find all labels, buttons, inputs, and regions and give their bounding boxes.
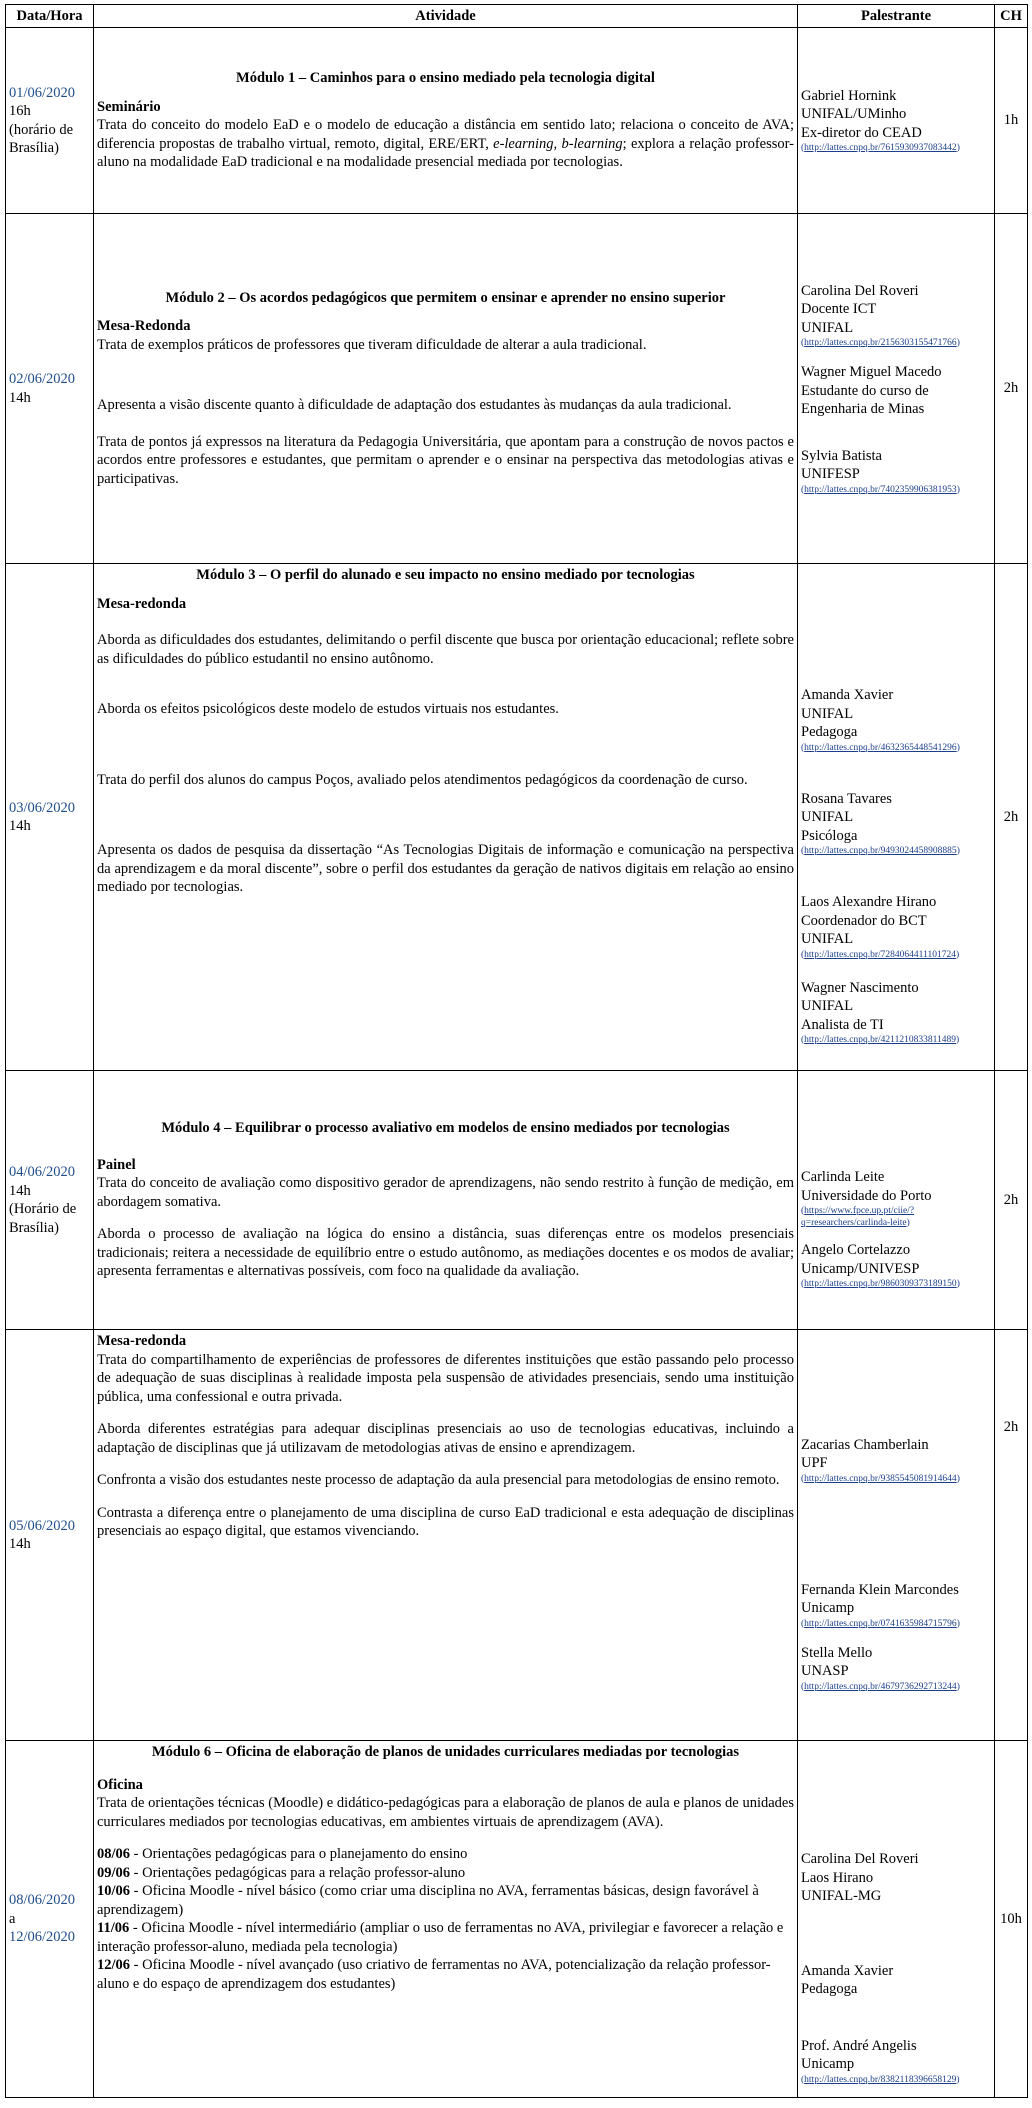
speaker-name: Sylvia Batista [801,447,882,464]
module-5-activity-cell [94,1330,798,1741]
speaker-institution: Unicamp/UNIVESP [801,1260,920,1277]
speaker-lattes-link[interactable]: (http://lattes.cnpq.br/4632365448541296) [801,742,960,753]
module-6-day-item: 08/06 - Orientações pedagógicas para o planejamento do ensino [97,1846,468,1862]
module-6-day-item: 09/06 - Orientações pedagógicas para a relação professor-aluno [97,1864,466,1881]
module-3-paragraph-2: Aborda os efeitos psicológicos deste modelo de estudos virtuais nos estudantes. [97,701,559,717]
speaker-lattes-link[interactable]: (http://lattes.cnpq.br/4211210833811489) [801,1035,960,1045]
module-1-title: Módulo 1 – Caminhos para o ensino mediado pela tecnologia digital [236,70,655,87]
speaker-institution: UNIFAL-MG [801,1888,882,1905]
module-4-time-note: (Horário de Brasília) [9,1201,77,1236]
module-1-ch: 1h [995,28,1028,214]
speaker-name: Wagner Nascimento [801,979,919,996]
speaker-institution: UNIFAL [801,809,854,825]
speaker-name: Prof. André Angelis [801,2037,917,2054]
module-1-date: 01/06/2020 [9,84,76,101]
header-row [6,5,1028,28]
speaker-name: Carlinda Leite [801,1169,885,1185]
module-5-paragraph-3: Confronta a visão dos estudantes neste processo de adaptação da aula presencial para metodologias de ensino remoto. [97,1472,780,1488]
module-3-date-cell [6,564,94,1071]
module-4-paragraph-1: Trata do conceito de avaliação como dispositivo gerador de aprendizagens, não sendo restrito à função de medição, em abordagem somativa. [97,1175,794,1210]
speaker-name: Angelo Cortelazzo [801,1242,911,1258]
speaker-institution: Universidade do Porto [801,1187,932,1204]
speaker-lattes-link[interactable]: (http://lattes.cnpq.br/9860309373189150) [801,1279,960,1289]
speaker-role: Coordenador do BCT [801,912,927,929]
module-6-date-separator: a [9,1910,16,1927]
module-6-paragraph-1: Trata de orientações técnicas (Moodle) e didático-pedagógicas para a elaboração de planos de aula e planos de unidades curriculares mediados por tecnologias educativas, em ambientes virtuais de aprendizagem (AVA). [97,1795,794,1830]
speaker-institution: Unicamp [801,2056,855,2073]
header-ch: CH [995,5,1028,28]
speaker-role: Pedagoga [801,724,858,740]
module-6-title: Módulo 6 – Oficina de elaboração de planos de unidades curriculares mediadas por tecnologias [151,1744,740,1760]
speaker-name: Stella Mello [801,1644,873,1661]
module-4-time: 14h [9,1182,31,1199]
speaker-lattes-link[interactable]: (http://lattes.cnpq.br/7284064411101724) [801,949,960,960]
module-2-paragraph-2: Apresenta a visão discente quanto à dificuldade de adaptação dos estudantes às mudanças da aula tradicional. [97,397,732,414]
speaker-name: Amanda Xavier [801,687,894,703]
module-5-date-cell [6,1330,94,1741]
speaker-role: Psicóloga [801,827,858,844]
speaker-lattes-link[interactable]: (http://lattes.cnpq.br/8382118396658129) [801,2074,960,2085]
module-6-activity-cell [94,1741,798,2098]
module-1-time: 16h [9,103,31,119]
module-2-activity-cell [94,214,798,564]
module-4-date: 04/06/2020 [9,1164,76,1180]
module-3-time: 14h [9,818,31,834]
module-5-time: 14h [9,1536,31,1552]
module-3-ch: 2h [995,564,1028,1071]
module-6-day-item: 10/06 - Oficina Moodle - nível básico (como criar uma disciplina no AVA, ferramentas básicas, design favorável à aprendizagem) [97,1883,759,1918]
speaker-name: Laos Hirano [801,1869,874,1886]
module-2-speaker-cell [798,214,995,564]
speaker-institution: UNASP [801,1663,849,1679]
module-2-paragraph-1: Trata de exemplos práticos de professores que tiveram dificuldade de alterar a aula tradicional. [97,336,647,353]
module-6-day-item: 12/06 - Oficina Moodle - nível avançado (uso criativo de ferramentas no AVA, potencialização da relação professor-aluno e do espaço de aprendizagem dos estudantes) [97,1957,771,1992]
header-activity: Atividade [94,5,798,28]
module-6-day-item: 11/06 - Oficina Moodle - nível intermediário (ampliar o uso de ferramentas no AVA, privilegiar e favorecer a relação e interação professor-aluno, mediada pela tecnologia) [97,1920,784,1955]
speaker-lattes-link[interactable]: (http://lattes.cnpq.br/9385545081914644) [801,1473,960,1484]
module-1-kind: Seminário [97,98,161,115]
speaker-institution: UNIFAL/UMinho [801,106,907,123]
module-4-activity-cell [94,1071,798,1330]
schedule-table [5,4,1028,2098]
module-2-date-cell [6,214,94,564]
module-5-speaker-cell [798,1330,995,1741]
header-date: Data/Hora [6,5,94,28]
module-2-title: Módulo 2 – Os acordos pedagógicos que permitem o ensinar e aprender no ensino superior [165,289,726,306]
speaker-profile-link[interactable]: (https://www.fpce.up.pt/ciie/?q=researchers/carlinda-leite) [801,1206,915,1228]
module-2-time: 14h [9,389,31,406]
module-6-kind: Oficina [97,1776,143,1793]
module-6-speaker-cell [798,1741,995,2098]
speaker-role: Docente ICT [801,301,877,317]
module-1-date-cell [6,28,94,214]
module-1-row [6,28,1028,214]
module-3-paragraph-4: Apresenta os dados de pesquisa da dissertação “As Tecnologias Digitais de informação e comunicação na perspectiva da aprendizagem e da moral discente”, sobre o perfil dos estudantes da geração de nativos digitais em relação ao ensino mediado por tecnologias. [97,842,794,895]
header-speaker: Palestrante [798,5,995,28]
module-4-paragraph-2: Aborda o processo de avaliação na lógica do ensino a distância, suas diferenças entre os modelos presenciais tradicionais; reitera a necessidade de equilíbrio entre o estudo autônomo, as mediações docentes e os modos de avaliar; apresenta ferramentas e alternativas possíveis, com foco na qualidade da avaliação. [97,1226,794,1280]
module-5-paragraph-1: Trata do compartilhamento de experiências de professores de diferentes instituições que estão passando pelo processo de adequação de suas disciplinas à realidade imposta pela suspensão de atividades presenciais, sendo uma instituição pública, uma confessional e outra privada. [97,1351,794,1405]
module-6-row [6,1741,1028,2098]
speaker-role: Ex-diretor do CEAD [801,124,922,141]
module-4-ch: 2h [995,1071,1028,1330]
module-3-paragraph-1: Aborda as dificuldades dos estudantes, delimitando o perfil discente que busca por orientação educacional; reflete sobre as dificuldades do público estudantil no ensino autônomo. [97,632,794,667]
speaker-name: Carolina Del Roveri [801,282,919,299]
module-5-paragraph-2: Aborda diferentes estratégias para adequar disciplinas presenciais ao uso de tecnologias educativas, incluindo a adaptação de disciplinas que já utilizavam de metodologias ativas de ensino e aprendizagem. [97,1421,794,1456]
speaker-institution: UNIFAL [801,998,854,1014]
module-6-ch: 10h [995,1741,1028,2098]
module-5-date: 05/06/2020 [9,1517,76,1534]
speaker-lattes-link[interactable]: (http://lattes.cnpq.br/7615930937083442) [801,143,960,154]
module-5-paragraph-4: Contrasta a diferença entre o planejamento de uma disciplina de curso EaD tradicional e esta adequação de disciplinas presenciais ao espaço digital, que estamos vivenciando. [97,1504,794,1539]
speaker-lattes-link[interactable]: (http://lattes.cnpq.br/2156303155471766) [801,338,960,348]
module-2-date: 02/06/2020 [9,371,76,387]
speaker-name: Rosana Tavares [801,790,892,807]
speaker-lattes-link[interactable]: (http://lattes.cnpq.br/7402359906381953) [801,484,960,495]
speaker-lattes-link[interactable]: (http://lattes.cnpq.br/4679736292713244) [801,1681,960,1692]
speaker-name: Carolina Del Roveri [801,1851,919,1868]
module-3-date: 03/06/2020 [9,799,76,816]
module-5-row [6,1330,1028,1741]
module-4-date-cell [6,1071,94,1330]
module-2-paragraph-3: Trata de pontos já expressos na literatura da Pedagogia Universitária, que apontam para a construção de novos pactos e acordos entre professores e estudantes, que permitam o aprender e o ensinar na perspectiva das metodologias ativas e participativas. [97,433,794,487]
speaker-name: Wagner Miguel Macedo [801,364,942,380]
speaker-lattes-link[interactable]: (http://lattes.cnpq.br/0741635984715796) [801,1618,960,1629]
module-3-title: Módulo 3 – O perfil do alunado e seu impacto no ensino mediado por tecnologias [196,567,695,583]
module-1-description: Trata do conceito do modelo EaD e o modelo de educação a distância em sentido lato; relaciona o conceito de AVA; diferencia propostas de trabalho virtual, remoto, digital, ERE/ERT, e-learning, b-learning; explora a relação professor-aluno na modalidade EaD tradicional e na modalidade presencial mediada por tecnologias. [97,117,794,171]
module-4-title: Módulo 4 – Equilibrar o processo avaliativo em modelos de ensino mediados por tecnologias [161,1120,730,1137]
module-3-row [6,564,1028,1071]
speaker-role: Estudante do curso de [801,382,929,399]
module-5-ch: 2h [995,1330,1028,1741]
speaker-lattes-link[interactable]: (http://lattes.cnpq.br/9493024458908885) [801,846,960,856]
module-1-speaker-cell [798,28,995,214]
module-2-kind: Mesa-Redonda [97,318,191,335]
module-6-date-cell [6,1741,94,2098]
speaker-name: Gabriel Hornink [801,87,897,104]
module-2-row [6,214,1028,564]
module-4-speaker-cell [798,1071,995,1330]
module-3-activity-cell [94,564,798,1071]
module-3-kind: Mesa-redonda [97,595,187,612]
module-1-activity-cell [94,28,798,214]
speaker-institution: Unicamp [801,1600,855,1616]
speaker-role: Analista de TI [801,1016,884,1033]
speaker-name: Fernanda Klein Marcondes [801,1581,959,1598]
module-4-row [6,1071,1028,1330]
speaker-name: Laos Alexandre Hirano [801,894,937,910]
module-2-ch: 2h [995,214,1028,564]
module-1-time-note: (horário de Brasília) [9,121,74,156]
speaker-institution: UNIFAL [801,931,854,947]
speaker-name: Amanda Xavier [801,1962,894,1979]
module-6-date-from: 08/06/2020 [9,1892,76,1909]
speaker-institution: UPF [801,1455,828,1471]
module-5-kind: Mesa-redonda [97,1333,187,1349]
speaker-institution: UNIFAL [801,319,854,336]
module-3-speaker-cell [798,564,995,1071]
module-4-kind: Painel [97,1156,136,1173]
speaker-institution: UNIFESP [801,466,860,482]
speaker-name: Zacarias Chamberlain [801,1436,929,1453]
module-6-date-to: 12/06/2020 [9,1929,76,1946]
module-3-paragraph-3: Trata do perfil dos alunos do campus Poços, avaliado pelos atendimentos pedagógicos da coordenação de curso. [97,771,748,788]
speaker-institution: UNIFAL [801,705,854,722]
speaker-role: Pedagoga [801,1981,858,1998]
speaker-role: Engenharia de Minas [801,401,925,417]
